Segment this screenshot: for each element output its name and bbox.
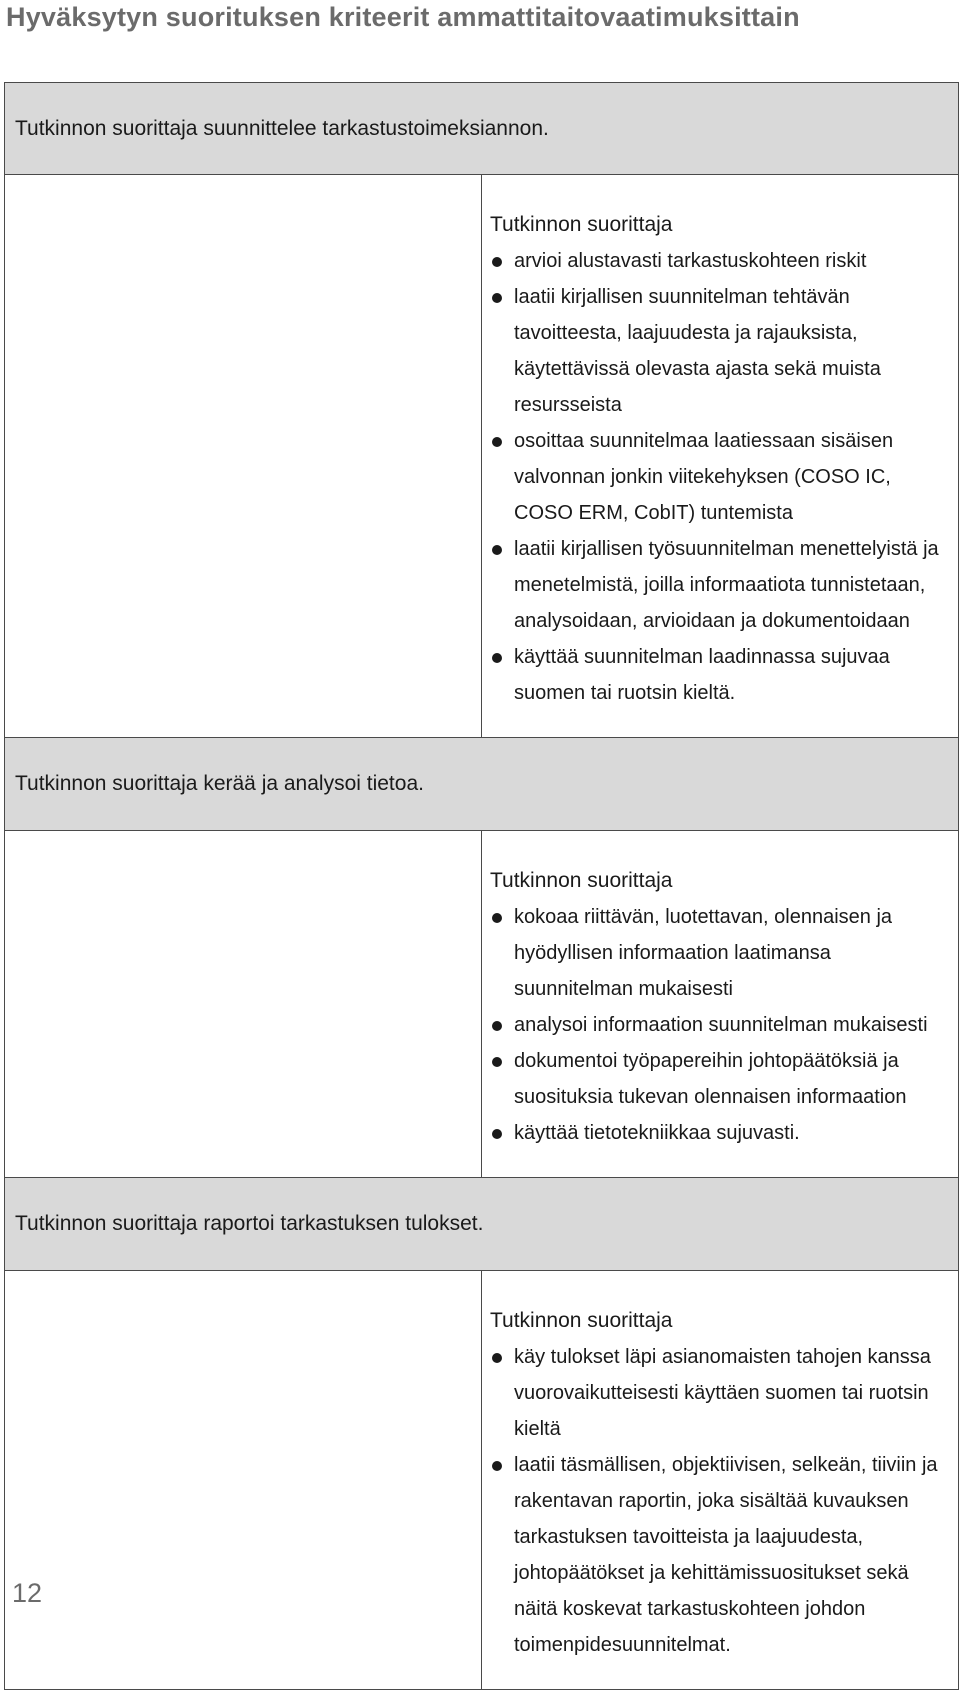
- bullet-icon: [492, 1353, 502, 1363]
- criteria-item: [490, 1339, 948, 1447]
- section-criteria-cell: [482, 831, 959, 1178]
- criteria-item-text: käy tulokset läpi asianomaisten tahojen kanssa vuorovaikutteisesti käyttäen suomen tai ruotsin kieltä: [514, 1346, 931, 1440]
- section-empty-cell: [5, 175, 482, 738]
- bullet-icon: [492, 1021, 502, 1031]
- criteria-item: [490, 279, 948, 423]
- bullet-icon: [492, 1461, 502, 1471]
- section-criteria-cell: [482, 1271, 959, 1690]
- criteria-item-text: laatii täsmällisen, objektiivisen, selkeän, tiiviin ja rakentavan raportin, joka sisältää kuvauksen tarkastuksen tavoitteista ja laajuudesta, johtopäätökset ja kehittämissuositukset sekä näitä koskevat tarkastuskohteen johdon toimenpidesuunnitelmat.: [514, 1454, 938, 1656]
- criteria-item-text: analysoi informaation suunnitelman mukaisesti: [514, 1014, 928, 1036]
- section-body-row: [5, 831, 959, 1178]
- section-lead: Tutkinnon suorittaja: [490, 1309, 673, 1332]
- criteria-item-text: arvioi alustavasti tarkastuskohteen riskit: [514, 250, 867, 272]
- criteria-list: [490, 243, 948, 711]
- criteria-item: [490, 1447, 948, 1663]
- section-heading: Tutkinnon suorittaja kerää ja analysoi tietoa.: [5, 738, 959, 831]
- criteria-item-text: laatii kirjallisen työsuunnitelman menettelyistä ja menetelmistä, joilla informaatiota tunnistetaan, analysoidaan, arvioidaan ja dokumentoidaan: [514, 538, 939, 632]
- bullet-icon: [492, 913, 502, 923]
- bullet-icon: [492, 545, 502, 555]
- criteria-item: [490, 243, 948, 279]
- section-heading: Tutkinnon suorittaja suunnittelee tarkastustoimeksiannon.: [5, 83, 959, 175]
- page-number: 12: [12, 1578, 43, 1608]
- criteria-list: [490, 899, 948, 1151]
- bullet-icon: [492, 1129, 502, 1139]
- criteria-item-text: käyttää tietotekniikkaa sujuvasti.: [514, 1122, 800, 1144]
- criteria-item: [490, 1043, 948, 1115]
- page-title: Hyväksytyn suorituksen kriteerit ammattitaitovaatimuksittain: [6, 2, 800, 32]
- section-header-row: [5, 738, 959, 831]
- bullet-icon: [492, 653, 502, 663]
- section-header-row: [5, 83, 959, 175]
- section-heading: Tutkinnon suorittaja raportoi tarkastuksen tulokset.: [5, 1178, 959, 1271]
- section-criteria-cell: [482, 175, 959, 738]
- criteria-item-text: laatii kirjallisen suunnitelman tehtävän tavoitteesta, laajuudesta ja rajauksista, käytettävissä olevasta ajasta sekä muista resursseista: [514, 286, 881, 416]
- criteria-item-text: osoittaa suunnitelmaa laatiessaan sisäisen valvonnan jonkin viitekehyksen (COSO IC, COSO ERM, CobIT) tuntemista: [514, 430, 894, 524]
- section-empty-cell: [5, 831, 482, 1178]
- criteria-table: [4, 82, 959, 1690]
- criteria-item: [490, 899, 948, 1007]
- criteria-list: [490, 1339, 948, 1663]
- criteria-item: [490, 639, 948, 711]
- criteria-item-text: käyttää suunnitelman laadinnassa sujuvaa suomen tai ruotsin kieltä.: [514, 646, 890, 704]
- bullet-icon: [492, 293, 502, 303]
- bullet-icon: [492, 1057, 502, 1067]
- criteria-item-text: dokumentoi työpapereihin johtopäätöksiä ja suosituksia tukevan olennaisen informaation: [514, 1050, 907, 1108]
- section-header-row: [5, 1178, 959, 1271]
- section-empty-cell: [5, 1271, 482, 1690]
- section-body-row: [5, 175, 959, 738]
- criteria-item: [490, 1007, 948, 1043]
- criteria-item: [490, 531, 948, 639]
- section-lead: Tutkinnon suorittaja: [490, 869, 673, 892]
- bullet-icon: [492, 257, 502, 267]
- criteria-item-text: kokoaa riittävän, luotettavan, olennaisen ja hyödyllisen informaation laatimansa suunnitelman mukaisesti: [514, 906, 893, 1000]
- section-lead: Tutkinnon suorittaja: [490, 213, 673, 236]
- criteria-item: [490, 423, 948, 531]
- criteria-item: [490, 1115, 948, 1151]
- section-body-row: [5, 1271, 959, 1690]
- bullet-icon: [492, 437, 502, 447]
